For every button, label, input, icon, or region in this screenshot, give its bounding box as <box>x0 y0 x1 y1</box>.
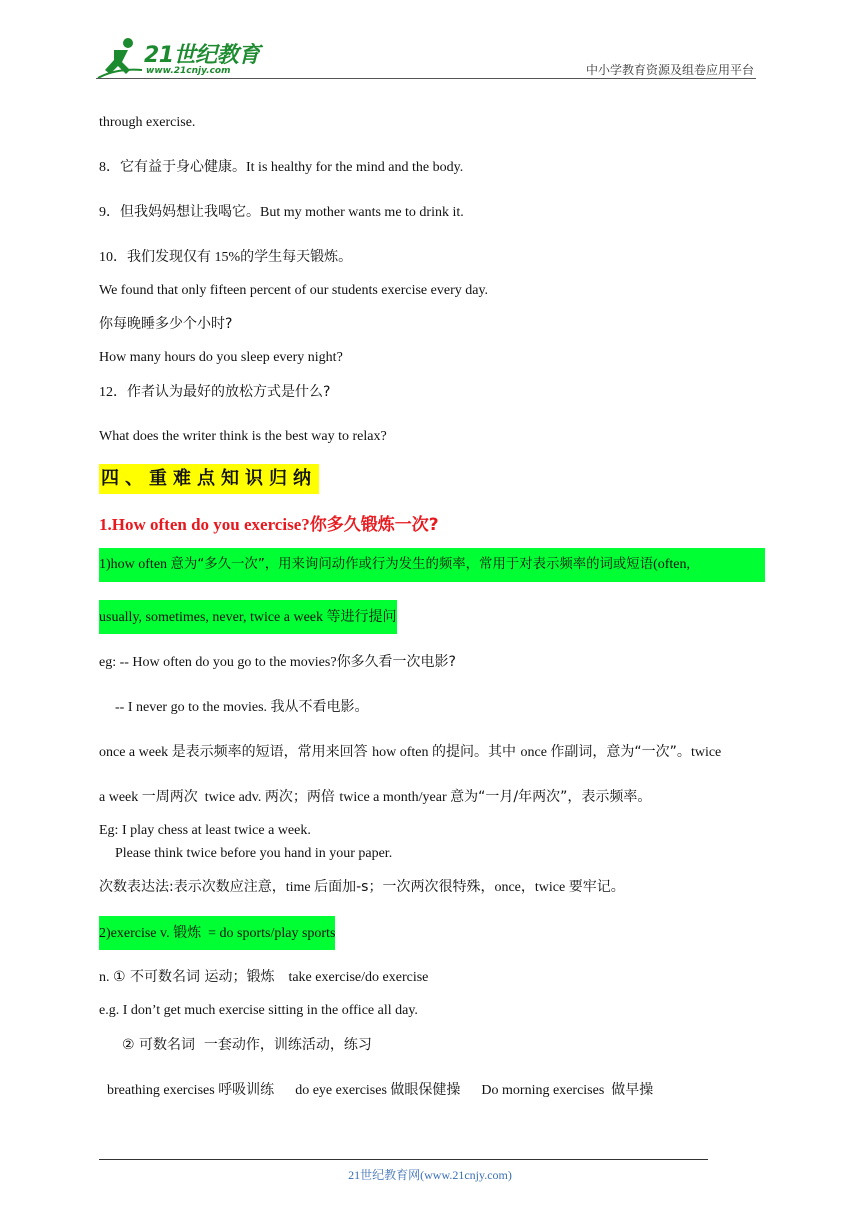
chinese-text: 我从不看电影。 <box>270 699 369 715</box>
platform-label: 中小学教育资源及组卷应用平台 <box>585 63 754 77</box>
example-line <box>99 822 311 840</box>
chinese-text: 意为“一月/年两次”，表示频率。 <box>450 789 652 805</box>
text-line <box>99 428 387 446</box>
chinese-text: 作副词，意为“一次”。 <box>550 744 691 760</box>
english-text: eg: -- How often do you go to the movies? <box>99 655 337 670</box>
chinese-text: ， <box>520 879 535 895</box>
chinese-text: 你每晚睡多少个小时? <box>99 316 233 332</box>
chinese-text: ① 不可数名词 运动；锻炼 <box>113 969 275 985</box>
english-text: a week <box>99 790 142 805</box>
logo-brand: 21世纪教育 <box>144 43 260 68</box>
item-number: 10． <box>99 250 127 265</box>
highlight-line <box>99 916 335 950</box>
chinese-text: 次数表达法:表示次数应注意， <box>99 879 286 895</box>
english-text: take exercise/do exercise <box>274 970 429 985</box>
english-text: once <box>520 745 551 760</box>
footer-divider <box>99 1159 708 1160</box>
topic-title-en: 1.How often do you exercise? <box>99 515 310 534</box>
site-logo <box>96 34 266 82</box>
example-line <box>107 1081 653 1100</box>
example-line <box>115 845 392 863</box>
english-text: We found that only fifteen percent of our students exercise every day. <box>99 283 489 298</box>
highlight-line <box>99 600 397 634</box>
logo-url: www.21cnjy.com <box>146 66 231 76</box>
topic-title <box>99 514 439 536</box>
english-text: (often, <box>653 557 691 572</box>
chinese-text: 后面加-s；一次两次很特殊， <box>314 879 495 895</box>
rule-line <box>99 878 625 897</box>
item-number: 12． <box>99 385 127 400</box>
text-line <box>99 203 464 222</box>
footer-link[interactable]: 21世纪教育网(www.21cnjy.com) <box>348 1168 512 1182</box>
english-text: = do sports/play sports <box>201 926 336 941</box>
text-line <box>99 248 352 267</box>
chinese-text: 做早操 <box>611 1082 654 1098</box>
chinese-text: 是表示频率的短语，常用来回答 <box>171 744 373 760</box>
item-number: 9． <box>99 205 120 220</box>
english-text: do eye exercises <box>274 1083 391 1098</box>
chinese-text: 的提问。其中 <box>432 744 521 760</box>
example-line <box>115 698 369 717</box>
runner-logo-icon <box>96 36 144 80</box>
chinese-text: 它有益于身心健康。 <box>120 159 246 175</box>
section-heading: 四、重难点知识归纳 <box>99 464 319 494</box>
english-text: Do morning exercises <box>460 1083 612 1098</box>
topic-title-cn: 你多久锻炼一次? <box>309 515 439 535</box>
english-text: e.g. I don’t get much exercise sitting in the office all day. <box>99 1003 418 1018</box>
english-text: once <box>494 880 521 895</box>
text-line <box>99 282 488 300</box>
text-line <box>99 349 343 367</box>
chinese-text: ② 可数名词 一套动作，训练活动，练习 <box>122 1037 372 1053</box>
english-text: twice <box>690 745 722 760</box>
example-line <box>99 1002 418 1020</box>
chinese-text: 意为“多久一次”，用来询问动作或行为发生的频率，常用于对表示频率的词或短语 <box>170 557 654 572</box>
chinese-text: 要牢记。 <box>568 879 625 895</box>
english-text: twice <box>534 880 569 895</box>
english-text: time <box>285 880 315 895</box>
english-text: usually, sometimes, never, twice a week <box>99 610 327 625</box>
text-line <box>99 383 330 402</box>
chinese-text: 你多久看一次电影? <box>336 654 456 670</box>
english-text: twice adv. <box>197 790 265 805</box>
english-text: It is healthy for the mind and the body. <box>246 160 464 175</box>
chinese-text: 等进行提问 <box>326 609 397 625</box>
paragraph-line <box>99 788 651 807</box>
chinese-text: 但我妈妈想让我喝它。 <box>120 204 260 220</box>
english-text: n. <box>99 970 113 985</box>
definition-line <box>99 968 428 987</box>
text-line <box>99 158 463 177</box>
chinese-text: 两次；两倍 <box>264 789 340 805</box>
english-text: once a week <box>99 745 172 760</box>
chinese-text: 我们发现仅有 <box>127 249 211 265</box>
header-divider <box>96 78 756 79</box>
english-text: Eg: I play chess at least twice a week. <box>99 823 311 838</box>
english-text: twice a month/year <box>339 790 451 805</box>
english-text: 2)exercise v. <box>99 926 174 941</box>
paragraph-line <box>99 743 721 762</box>
highlight-line <box>99 548 765 582</box>
item-number: 8． <box>99 160 120 175</box>
english-text: breathing exercises <box>107 1083 219 1098</box>
chinese-text: 的学生每天锻炼。 <box>240 249 353 265</box>
chinese-text: 锻炼 <box>173 925 202 941</box>
chinese-text: 作者认为最好的放松方式是什么? <box>127 384 331 400</box>
example-line <box>99 653 456 672</box>
definition-line <box>122 1036 372 1054</box>
chinese-text: 做眼保健操 <box>390 1082 461 1098</box>
text: through exercise. <box>99 115 196 130</box>
english-text: how often <box>372 745 433 760</box>
english-text: 1)how often <box>99 557 171 572</box>
chinese-text: 一周两次 <box>141 789 198 805</box>
text-line <box>99 315 232 333</box>
english-text: -- I never go to the movies. <box>115 700 271 715</box>
english-text: Please think twice before you hand in your paper. <box>115 846 393 861</box>
text-line <box>99 114 195 132</box>
english-text: But my mother wants me to drink it. <box>260 205 464 220</box>
chinese-text: 呼吸训练 <box>218 1082 275 1098</box>
english-text: 15% <box>214 250 241 265</box>
english-text: How many hours do you sleep every night? <box>99 350 343 365</box>
english-text: What does the writer think is the best way to relax? <box>99 429 387 444</box>
